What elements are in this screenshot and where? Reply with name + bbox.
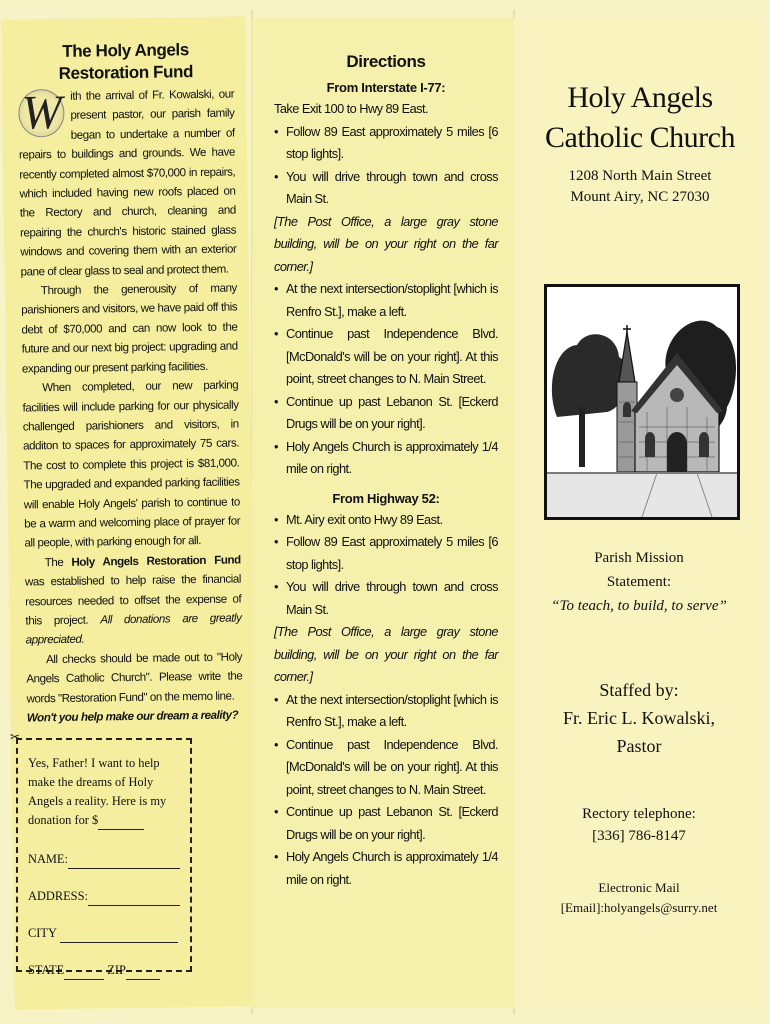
list-item: • Follow 89 East approximately 5 miles [6 stop lights]. bbox=[274, 121, 498, 166]
church-name: Holy Angels Catholic Church bbox=[545, 81, 735, 154]
church-address: 1208 North Main Street Mount Airy, NC 27030 bbox=[568, 168, 712, 205]
list-item: • Continue up past Lebanon St. [Eckerd Drugs will be on your right]. bbox=[274, 801, 498, 846]
email-link[interactable]: [Email]:holyangels@surry.net bbox=[560, 900, 718, 915]
post-office-note: [The Post Office, a large gray stone building, will be on your right on the far corner.] bbox=[274, 213, 498, 274]
fund-title: The Holy Angels Restoration Fund bbox=[58, 40, 194, 83]
list-item: • At the next intersection/stoplight [which is Renfro St.], make a left. bbox=[274, 689, 498, 734]
from-52-heading: From Highway 52: bbox=[332, 490, 440, 506]
church-illustration bbox=[544, 284, 740, 520]
fund-paragraph-2: Through the generousity of many parishioners and visitors, we have paid off this debt of $70,000 and can now look to the future and our next big project: upgrading and expanding our present parking facilities. bbox=[21, 281, 238, 376]
from-i77-heading: From Interstate I-77: bbox=[326, 80, 446, 95]
list-item: • Continue past Independence Blvd. [McDonald's will be on your right]. At this point, street changes to N. Main Street. bbox=[274, 734, 498, 802]
directions-title: Directions bbox=[346, 52, 426, 71]
church-drawing-icon bbox=[547, 287, 737, 517]
post-office-note: [The Post Office, a large gray stone building, will be on your right on the far corner.] bbox=[274, 624, 498, 684]
i77-directions: Take Exit 100 to Hwy 89 East. • Follow 89 East approximately 5 miles [6 stop lights]. • You will drive through town and cross Main St. [The Post Office, a large gray stone building, will be on your right on the far corner.] • At the next intersection/stoplight [which is Renfro St.], make a left. • Continue past Independence Blvd. [McDonald's will be on your right]. At this point, street changes to N. Main Street. • Continue up past Lebanon St. [Eckerd Drugs will be on your right]. • Holy Angels Church is approximately 1/4 mile on right. bbox=[274, 98, 498, 481]
coupon-state-zip-row[interactable]: STATE ZIP bbox=[28, 961, 182, 980]
staff-info: Staffed by: Fr. Eric L. Kowalski, Pastor bbox=[563, 680, 715, 756]
list-item: • Mt. Airy exit onto Hwy 89 East. bbox=[274, 509, 498, 532]
rectory-phone: Rectory telephone: [336] 786-8147 bbox=[582, 806, 696, 844]
list-item: • You will drive through town and cross Main St. bbox=[274, 166, 498, 211]
list-item: • At the next intersection/stoplight [which is Renfro St.], make a left. bbox=[274, 278, 498, 323]
coupon-address-row[interactable]: ADDRESS: bbox=[28, 887, 182, 906]
directions-panel bbox=[252, 18, 514, 1008]
fund-paragraph-5: All checks should be made out to "Holy Angels Catholic Church". Please write the words "Restoration Fund" on the memo line. bbox=[26, 650, 243, 706]
list-item: • Holy Angels Church is approximately 1/4 mile on right. bbox=[274, 846, 498, 891]
coupon-name-row[interactable]: NAME: bbox=[28, 850, 182, 869]
scissors-icon: ✂ bbox=[10, 730, 21, 744]
fund-paragraph-1: W ith the arrival of Fr. Kowalski, our present pastor, our parish family began to undertake a number of repairs to buildings and grounds. We have recently completed almost $70,000 in repairs, which included having new roofs placed on the Rectory and church, cleaning and repairing the church's historic stained glass windows and covering them with an exterior pane of clear glass to seal and protect them. bbox=[18, 85, 237, 279]
list-item: • Holy Angels Church is approximately 1/4 mile on right. bbox=[274, 436, 498, 481]
list-item: • Continue past Independence Blvd. [McDonald's will be on your right]. At this point, street changes to N. Main Street. bbox=[274, 323, 498, 391]
email-contact: Electronic Mail [Email]:holyangels@surry.net bbox=[514, 878, 764, 918]
fund-body bbox=[18, 85, 243, 728]
fund-closing: Won't you help make our dream a reality? bbox=[26, 708, 239, 725]
list-item: • You will drive through town and cross Main St. bbox=[274, 576, 498, 621]
coupon-city-row[interactable]: CITY bbox=[28, 924, 182, 943]
coupon-text: Yes, Father! I want to help make the dreams of Holy Angels a reality. Here is my donation for $ bbox=[28, 754, 182, 830]
list-item: • Continue up past Lebanon St. [Eckerd Drugs will be on your right]. bbox=[274, 391, 498, 436]
h52-directions bbox=[274, 509, 498, 892]
fund-paragraph-3: When completed, our new parking facilities will include parking for our physically challenged parishioners and visitors, in additon to spaces for approximately 75 cars. The cost to complete this project is $81,000. The upgraded and expanded parking facilities will enable Holy Angels' parish to continue to be a warm and welcoming place of prayer for all people, with parking enough for all. bbox=[22, 378, 241, 550]
mission-statement: Parish Mission Statement: “To teach, to build, to serve” bbox=[551, 550, 727, 614]
dropcap-letter: W bbox=[18, 89, 65, 138]
cover-panel bbox=[514, 18, 764, 1008]
fund-paragraph-4: The Holy Angels Restoration Fund was established to help raise the financial resources needed to offset the expense of this project. All donations are greatly appreciated. bbox=[24, 553, 242, 647]
list-item: • Follow 89 East approximately 5 miles [6 stop lights]. bbox=[274, 531, 498, 576]
donation-coupon bbox=[16, 738, 192, 977]
